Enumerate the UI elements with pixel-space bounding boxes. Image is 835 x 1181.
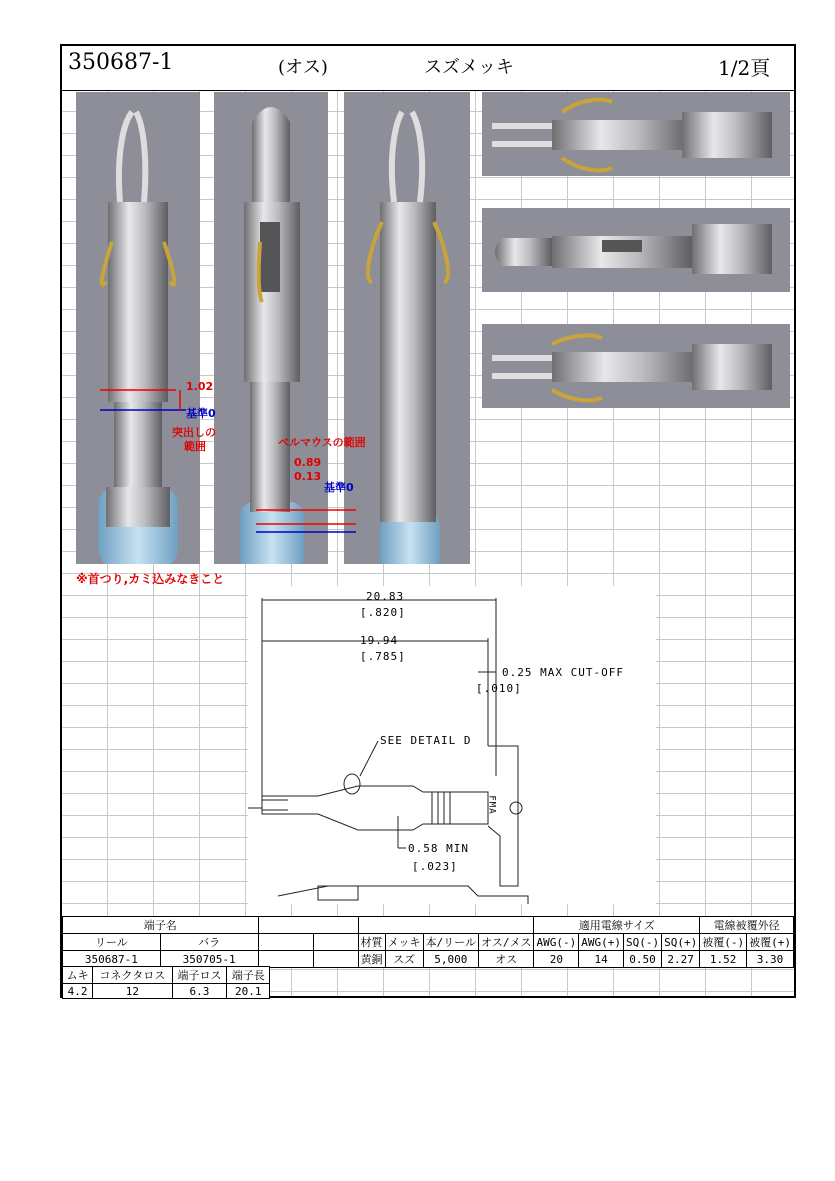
th-sq-min: SQ(-) [623, 934, 661, 951]
terminal-length-value: 20.1 [227, 984, 270, 999]
th-plating: メッキ [385, 934, 423, 951]
th-connector-loss: コネクタロス [93, 967, 172, 984]
terminal-photo-top-3 [482, 324, 790, 408]
plating-value: スズ [385, 951, 423, 968]
th-ins-min: 被覆(-) [700, 934, 747, 951]
sq-min-value: 0.50 [623, 951, 661, 968]
dim-1994-inch: [.785] [360, 650, 406, 663]
strip-value: 4.2 [63, 984, 93, 999]
terminal-photo-side [214, 92, 328, 564]
spec-sheet [60, 44, 796, 998]
connector-loss-value: 12 [93, 984, 172, 999]
fma-mark: FMA [486, 795, 497, 815]
dim-cutoff-inch: [.010] [476, 682, 522, 695]
base0-label-a: 基準0 [186, 407, 216, 420]
gender-value: オス [478, 951, 534, 968]
th-strip: ムキ [63, 967, 93, 984]
protrude-label-1: 突出しの [172, 426, 216, 439]
th-ins-max: 被覆(+) [747, 934, 794, 951]
ins-min-value: 1.52 [700, 951, 747, 968]
dim-058-inch: [.023] [412, 860, 458, 873]
th-sq-max: SQ(+) [662, 934, 700, 951]
dim-cutoff: 0.25 MAX CUT-OFF [502, 666, 624, 679]
th-terminal-name: 端子名 [63, 917, 259, 934]
th-material: 材質 [358, 934, 385, 951]
per-reel-value: 5,000 [423, 951, 478, 968]
dim-058: 0.58 MIN [408, 842, 469, 855]
terminal-photo-front [76, 92, 200, 564]
sq-max-value: 2.27 [662, 951, 700, 968]
terminal-photo-top-2 [482, 208, 790, 292]
loose-value: 350705-1 [160, 951, 258, 968]
th-terminal-loss: 端子ロス [172, 967, 227, 984]
th-reel: リール [63, 934, 161, 951]
th-wire-size: 適用電線サイズ [534, 917, 700, 934]
bellmouth-label: ベルマウスの範囲 [278, 436, 366, 449]
dim-089: 0.89 [294, 456, 322, 469]
ins-max-value: 3.30 [747, 951, 794, 968]
dim-102: 1.02 [186, 380, 214, 393]
page-number: 1/2頁 [718, 56, 771, 80]
part-number: 350687-1 [68, 50, 174, 75]
th-loose: バラ [160, 934, 258, 951]
dim-013: 0.13 [294, 470, 322, 483]
dim-2083: 20.83 [366, 590, 405, 603]
awg-max-value: 14 [579, 951, 624, 968]
detail-callout: SEE DETAIL D [380, 734, 472, 747]
th-insulation: 電線被覆外径 [700, 917, 794, 934]
dim-1994: 19.94 [360, 634, 399, 647]
dim-2083-inch: [.820] [360, 606, 406, 619]
base0-label-b: 基準0 [324, 481, 354, 494]
protrude-label-2: 範囲 [184, 440, 206, 453]
header-bar [62, 46, 794, 91]
note-text: ※首つり,カミ込みなきこと [76, 572, 225, 586]
th-terminal-length: 端子長 [227, 967, 270, 984]
loss-table [62, 966, 270, 999]
reel-value: 350687-1 [63, 951, 161, 968]
th-awg-min: AWG(-) [534, 934, 579, 951]
th-awg-max: AWG(+) [579, 934, 624, 951]
technical-drawing [248, 586, 656, 904]
th-gender: オス/メス [478, 934, 534, 951]
terminal-photo-top-1 [482, 92, 790, 176]
gender-label: (オス) [278, 57, 328, 78]
terminal-loss-value: 6.3 [172, 984, 227, 999]
awg-min-value: 20 [534, 951, 579, 968]
terminal-photo-back [344, 92, 470, 564]
spec-table [62, 916, 794, 968]
th-per-reel: 本/リール [423, 934, 478, 951]
plating-label: スズメッキ [424, 57, 514, 78]
material-value: 黄銅 [358, 951, 385, 968]
